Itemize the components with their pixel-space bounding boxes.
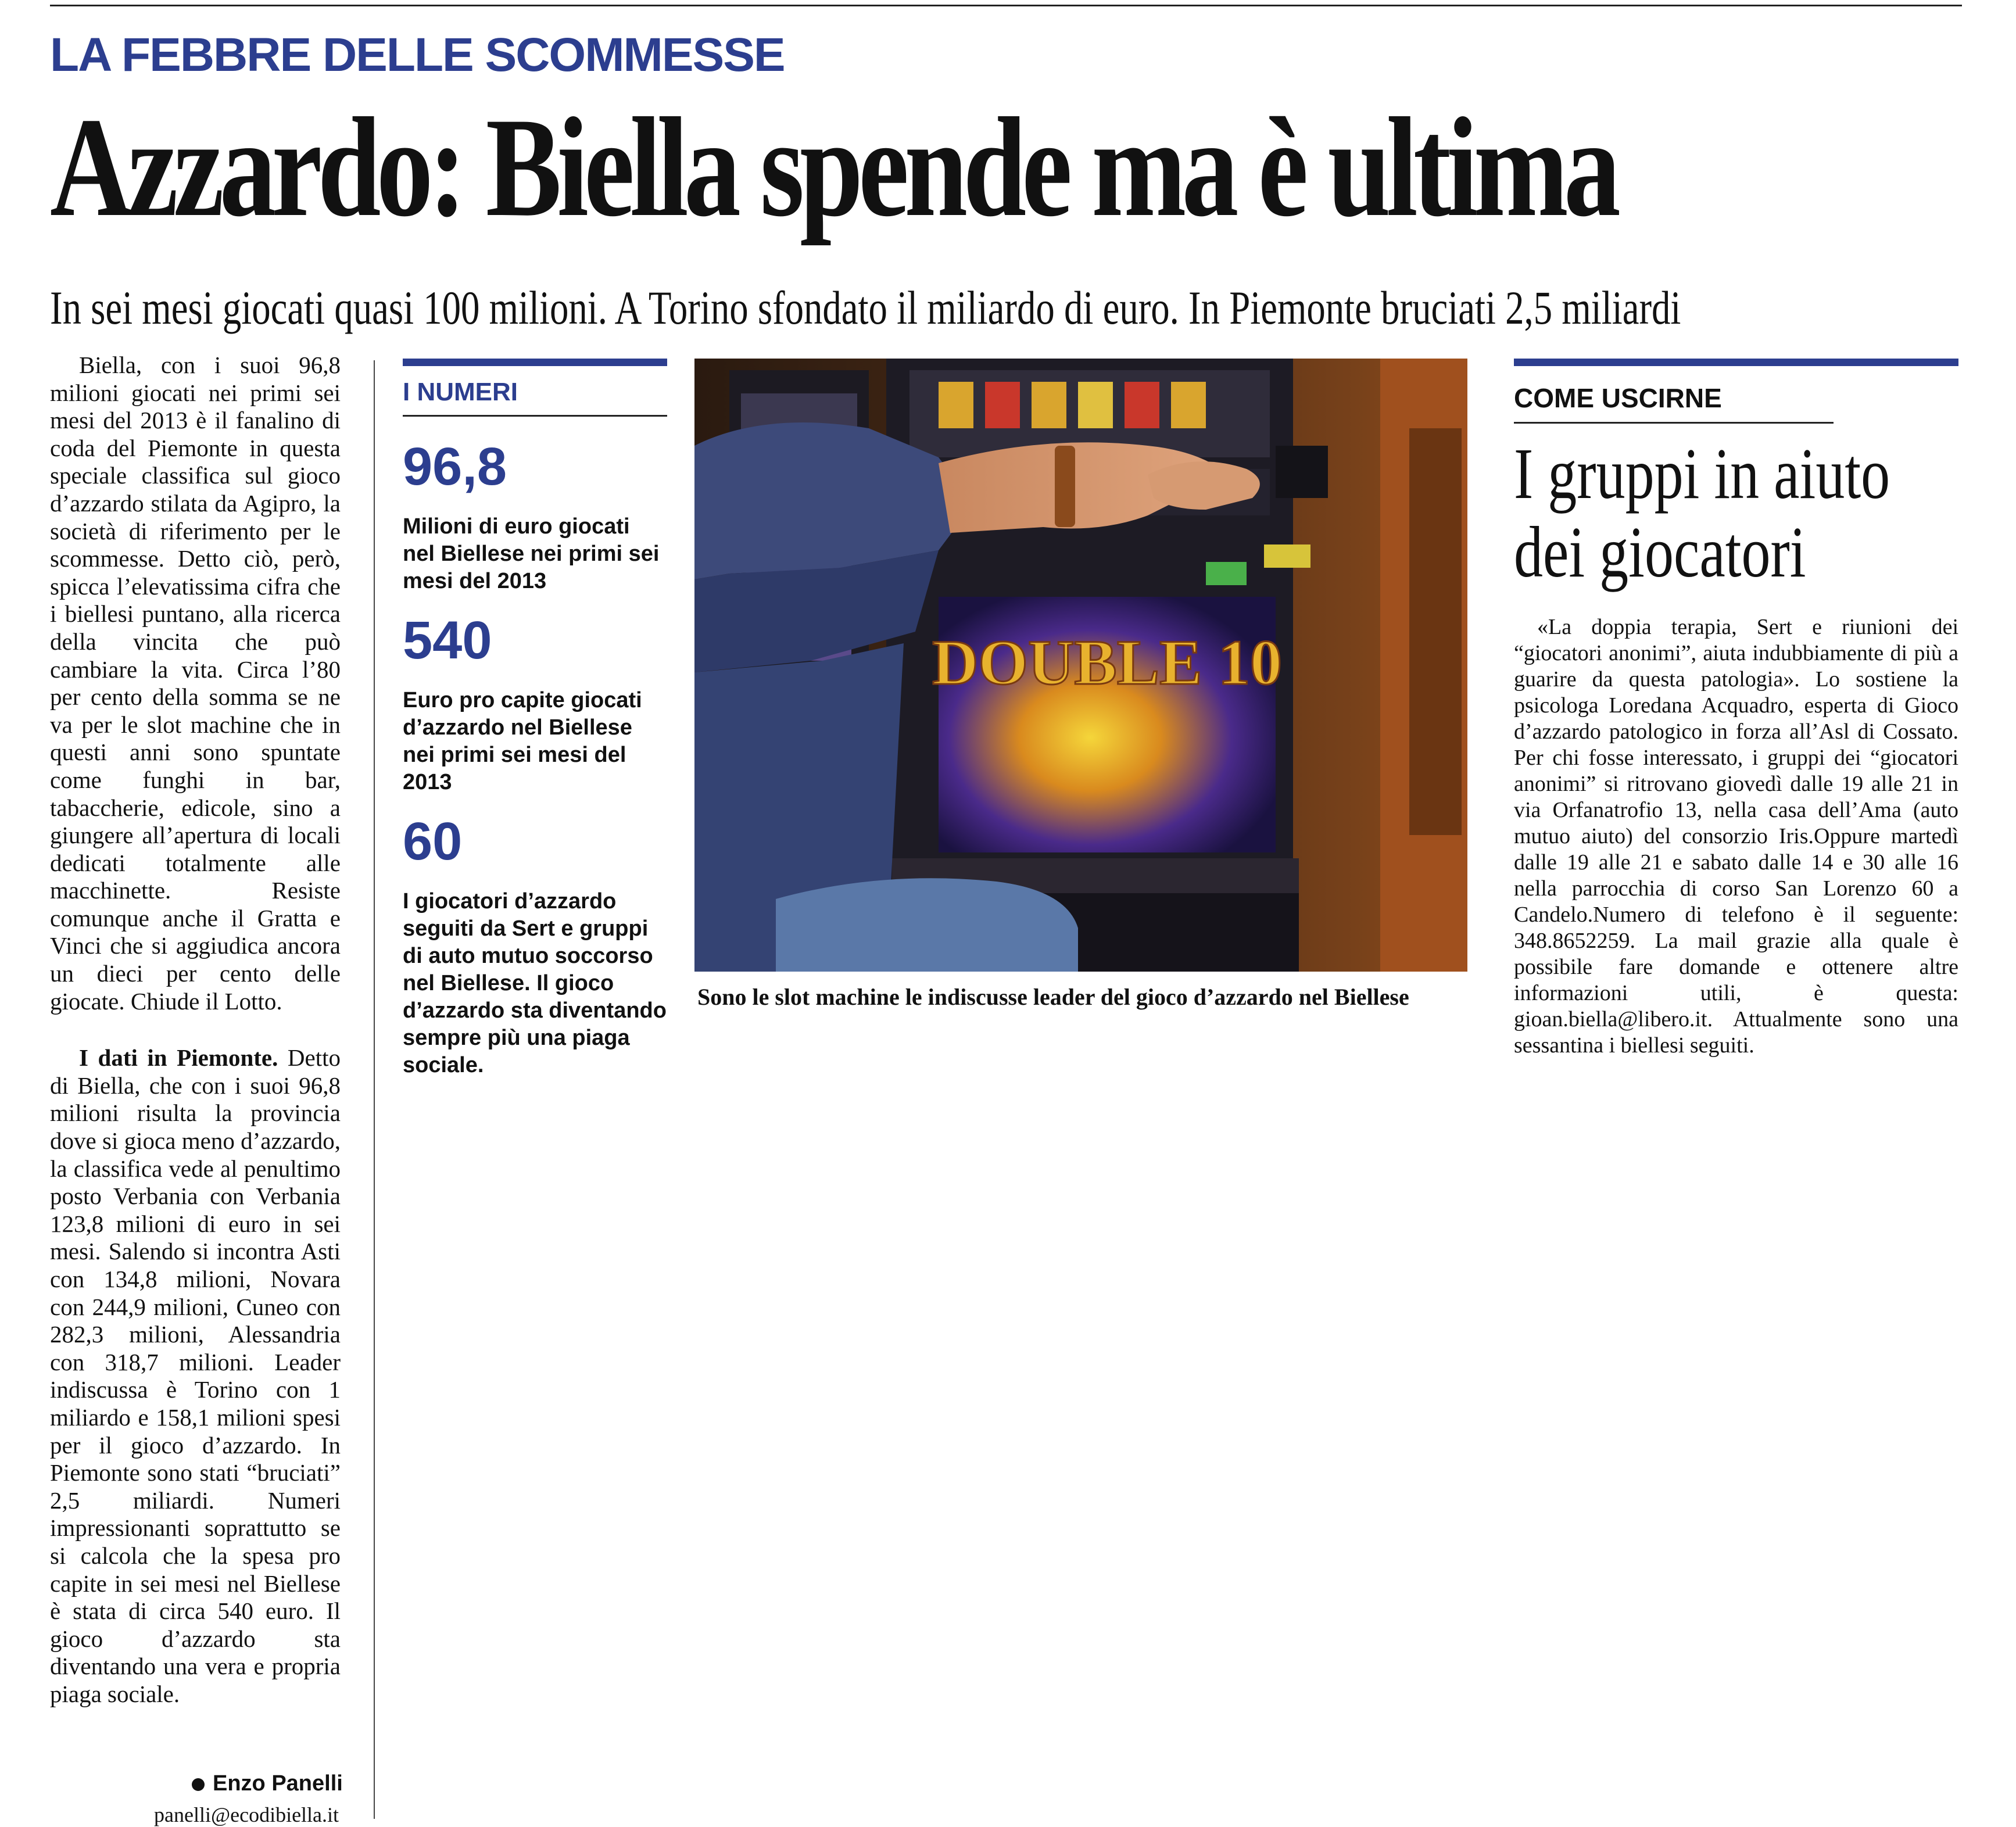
sidebar-body: «La doppia terapia, Sert e riunioni dei “giocatori anonimi”, aiuta indubbiamente di più a guarire da questa patologia». Lo sostiene la psicologa Loredana Acquadro, esperta di Gioco d’azzardo patologico in forza all’Asl di Cossato. Per chi fosse interessato, i gruppi dei “giocatori anonimi” si ritrovano giovedì dalle 19 alle 21 in via Orfanatrofio 13, nella casa dell’Ama (auto mutuo aiuto) del consorzio Iris.Oppure martedì dalle 19 alle 21 e sabato dalle 14 e 30 alle 16 nella parrocchia di corso San Lorenzo 60 a Candelo.Numero di telefono è il seguente: 348.8652259. La mail grazie alla quale è possibile fare domande e ottenere altre informazioni utili, è questa: gioan.biella@libero.it. Attualmente sono una sessantina i biellesi seguiti.	[1514, 615, 1958, 1058]
byline	[192, 1771, 343, 1796]
sidebar-title	[1514, 434, 1890, 593]
article-kicker: LA FEBBRE DELLE SCOMMESSE	[50, 28, 785, 81]
author-email: panelli@ecodibiella.it	[154, 1803, 339, 1826]
sidebar-title-line: dei giocatori	[1514, 513, 1806, 593]
numbers-box-title: I NUMERI	[403, 378, 518, 406]
column-divider	[374, 360, 375, 1819]
stat-value: 60	[403, 812, 463, 871]
stat-description: I giocatori d’azzardo seguiti da Sert e gruppi di auto mutuo soccorso nel Biellese. Il gioco d’azzardo sta diventando sempre più una piaga sociale.	[403, 889, 667, 1077]
sidebar-kicker: COME USCIRNE	[1514, 383, 1722, 413]
slot-machine-illustration	[694, 359, 1467, 972]
sidebar-kicker-rule	[1514, 422, 1834, 424]
numbers-box	[403, 359, 667, 1079]
article-body	[50, 352, 341, 1708]
stat-description: Euro pro capite giocati d’azzardo nel Biellese nei primi sei mesi del 2013	[403, 688, 642, 794]
article-subheadline: In sei mesi giocati quasi 100 milioni. A Torino sfondato il miliardo di euro. In Piemonte bruciati 2,5 miliardi	[50, 281, 1681, 334]
bullet-icon	[192, 1778, 205, 1791]
slot-machine-photo	[694, 359, 1467, 972]
screen-logo-text: DOUBLE 10	[932, 627, 1283, 698]
sidebar-box	[1514, 359, 1958, 1059]
top-rule	[50, 5, 1962, 6]
sidebar-title-line: I gruppi in aiuto	[1514, 434, 1890, 514]
photo-caption: Sono le slot machine le indiscusse leader del gioco d’azzardo nel Biellese	[697, 984, 1409, 1010]
box-top-bar	[403, 359, 667, 366]
body-paragraph-2-text: Detto di Biella, che con i suoi 96,8 milioni risulta la provincia dove si gioca meno d’azzardo, la classifica vede al penultimo posto Verbania con Verbania 123,8 milioni di euro in sei mesi. Salendo si incontra Asti con 134,8 milioni, Novara con 244,9 milioni, Cuneo con 282,3 milioni, Alessandria con 318,7 milioni. Leader indiscussa è Torino con 1 miliardo e 158,1 milioni spesi per il gioco d’azzardo. In Piemonte sono stati “bruciati” 2,5 miliardi. Numeri impressionanti soprattutto se si calcola che la spesa pro capite in sei mesi nel Biellese è stata di circa 540 euro. Il gioco d’azzardo sta diventando una vera e propria piaga sociale.	[50, 1044, 341, 1707]
stat-value: 540	[403, 611, 492, 670]
stat-value: 96,8	[403, 437, 507, 496]
box-title-rule	[403, 415, 667, 417]
body-paragraph-1: Biella, con i suoi 96,8 milioni giocati nei primi sei mesi del 2013 è il fanalino di coda del Piemonte in questa speciale classifica sul gioco d’azzardo stilata da Agipro, la società di riferimento per le scommesse. Detto ciò, però, spicca l’elevatissima cifra che i biellesi puntano, alla ricerca della vincita che può cambiare la vita. Circa l’80 per cento della somma se ne va per le slot machine che in questi anni sono spuntate come funghi in bar, tabaccherie, edicole, sino a giungere all’apertura di locali dedicati totalmente alle macchinette. Resiste comunque anche il Gratta e Vinci che si aggiudica ancora un dieci per cento delle giocate. Chiude il Lotto.	[50, 352, 341, 1015]
article-headline: Azzardo: Biella spende ma è ultima	[50, 88, 1616, 246]
sidebar-top-bar	[1514, 359, 1958, 366]
body-paragraph-2	[50, 1044, 341, 1708]
paragraph-lead-in: I dati in Piemonte.	[79, 1044, 278, 1072]
author-name: Enzo Panelli	[213, 1771, 343, 1796]
stat-description: Milioni di euro giocati nel Biellese nei primi sei mesi del 2013	[403, 514, 660, 593]
